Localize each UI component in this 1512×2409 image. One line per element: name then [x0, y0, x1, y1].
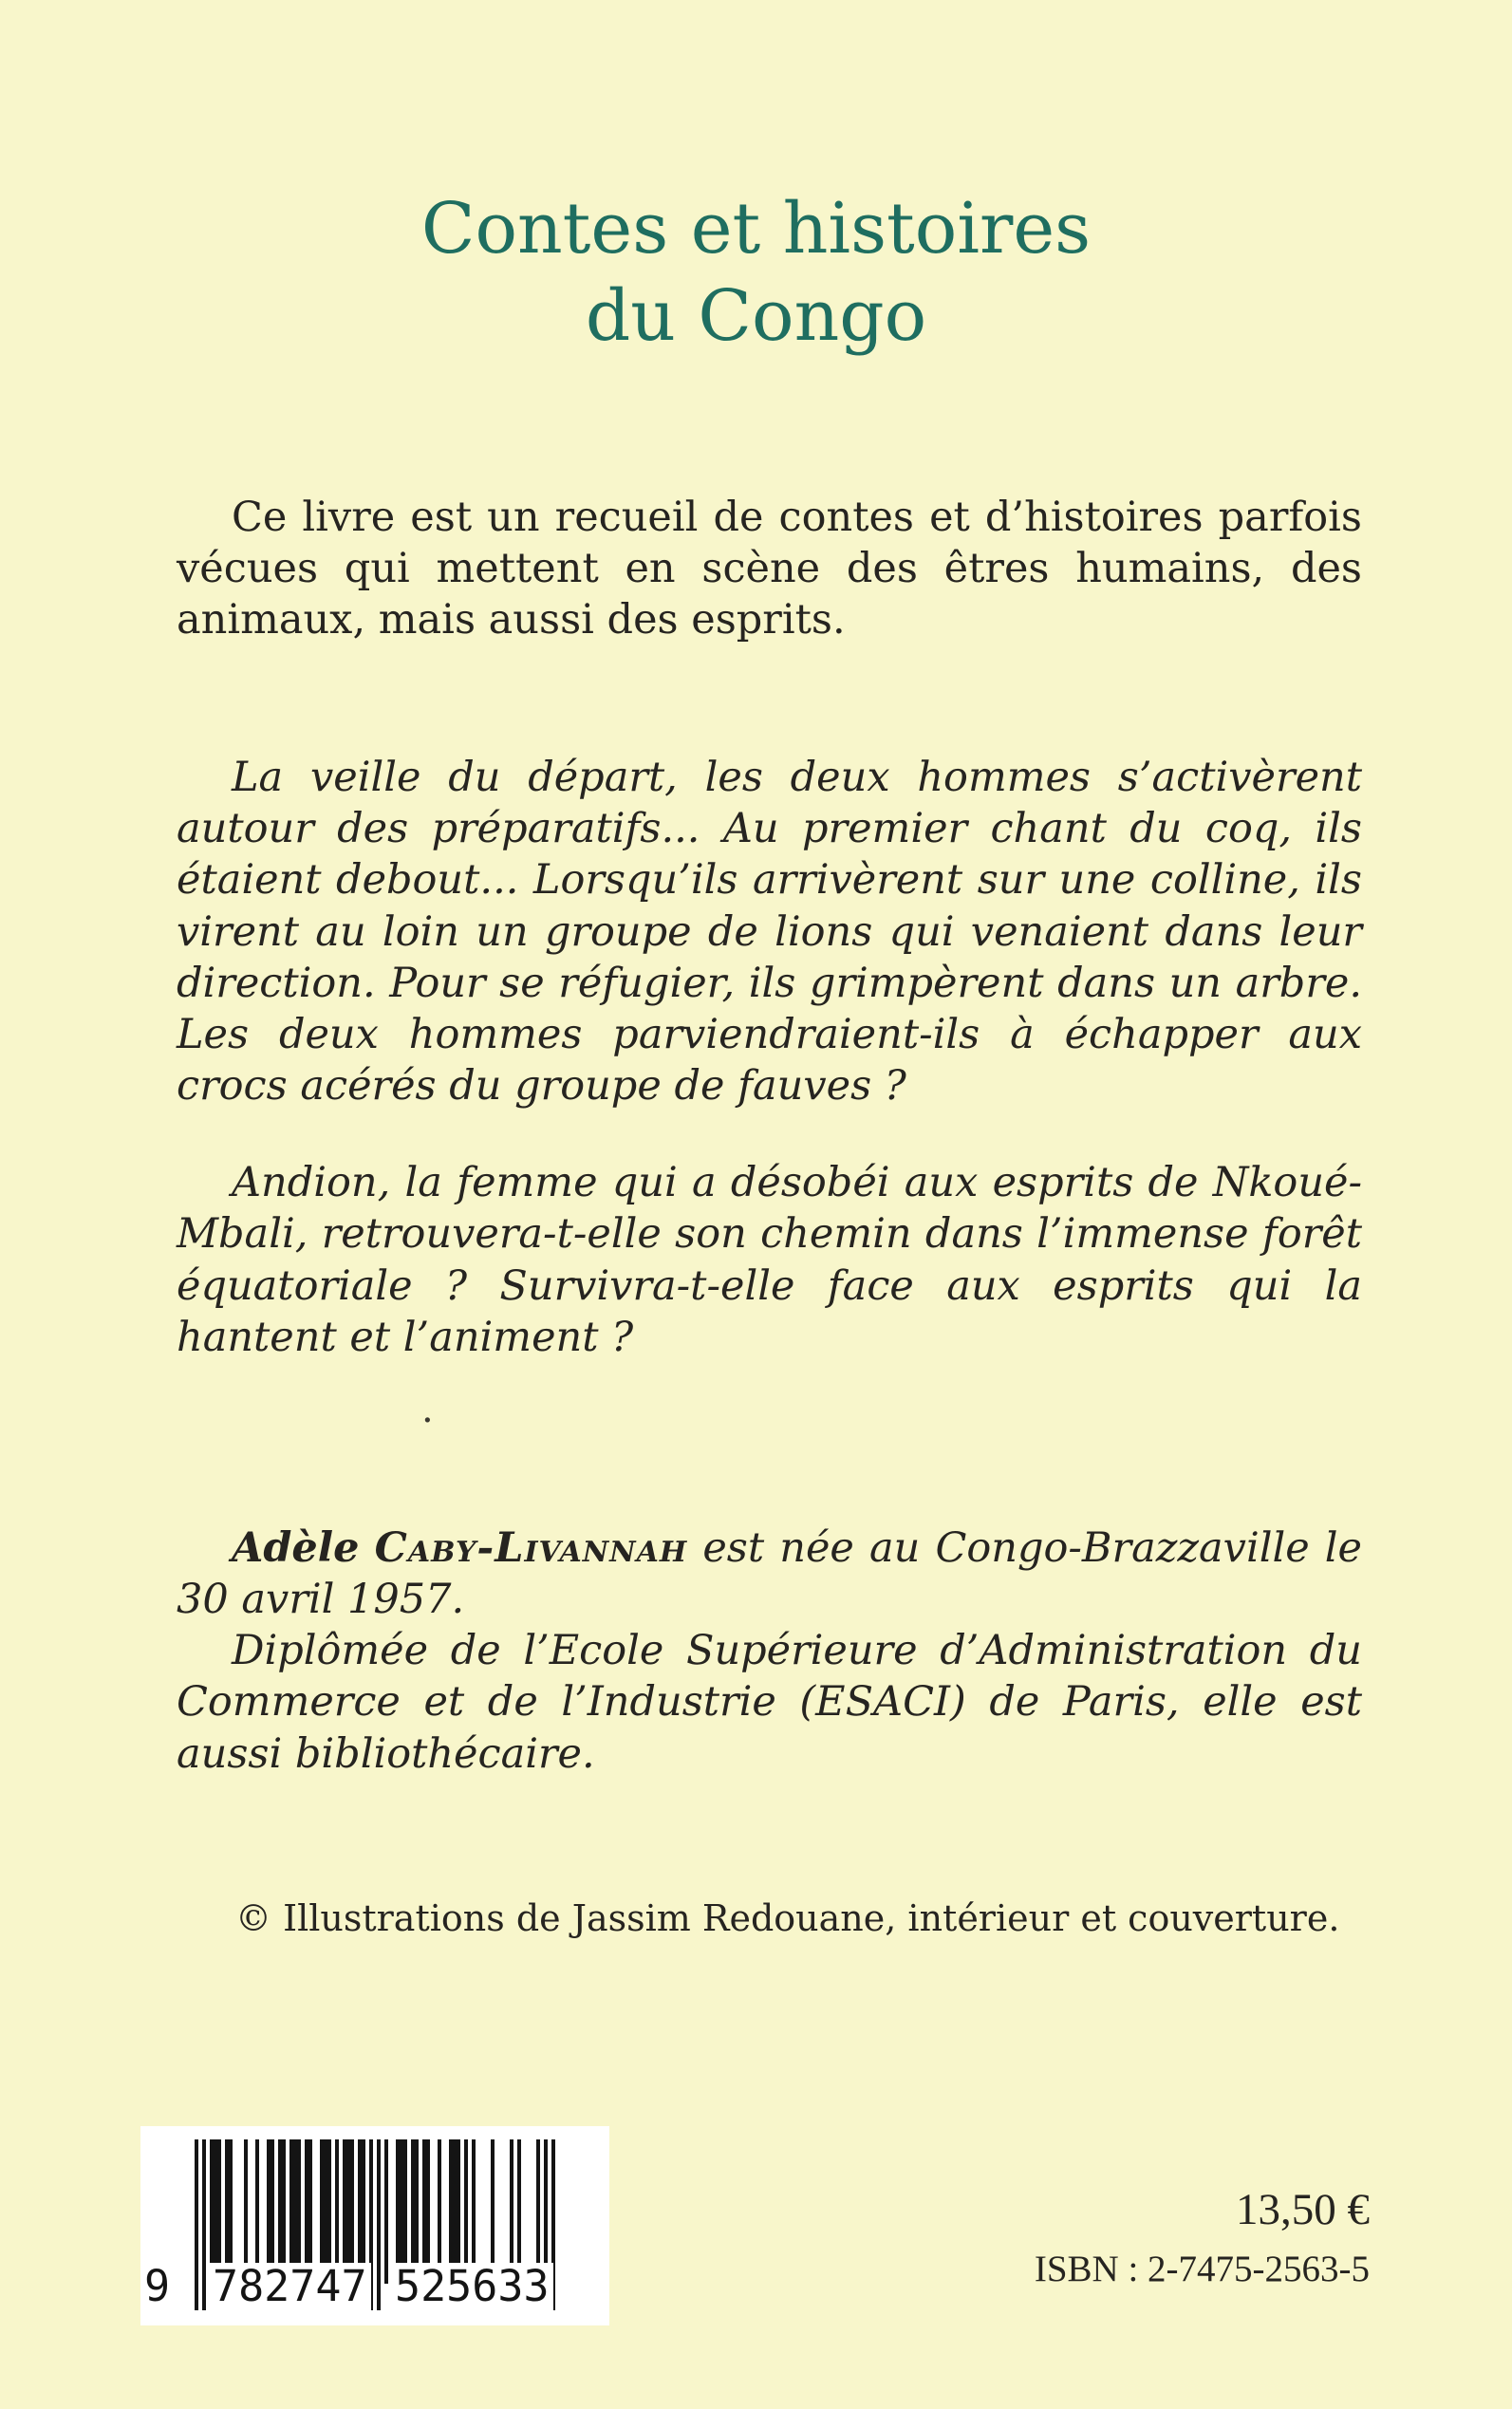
excerpt-paragraph-1: La veille du départ, les deux hommes s’activèrent autour des préparatifs... Au premier chant du coq, ils étaient debout... Lorsqu’ils arrivèrent sur une colline, ils virent au loin un groupe de lions qui venaient dans leur direction. Pour se réfugier, ils grimpèrent dans un arbre. Les deux hommes parviendraient-ils à échapper aux crocs acérés du groupe de fauves ?	[177, 754, 1362, 1111]
intro-paragraph: Ce livre est un recueil de contes et d’histoires parfois vécues qui mettent en scène des êtres humains, des animaux, mais aussi des esprits.	[177, 493, 1362, 644]
back-cover-text	[0, 492, 1512, 1943]
author-last-name: Caby-Livannah	[374, 1523, 688, 1572]
title-line-2: du Congo	[585, 274, 927, 357]
stray-mark: .	[421, 1388, 434, 1431]
book-title	[0, 0, 1512, 361]
barcode-digits	[144, 2261, 600, 2316]
author-bio-rest: est née au Congo-Brazzaville le 30 avril 1957.	[177, 1523, 1362, 1624]
author-first-name: Adèle	[232, 1523, 360, 1572]
barcode-digit-group-2: 782747	[209, 2263, 371, 2310]
author-bio-line-2: Diplômée de l’Ecole Supérieure d’Administration du Commerce et de l’Industrie (ESACI) de Paris, elle est aussi bibliothécaire.	[177, 1627, 1362, 1778]
isbn-label: ISBN : 2-7475-2563-5	[1034, 2249, 1370, 2290]
bottom-section	[0, 2109, 1512, 2409]
illustration-credit: © Illustrations de Jassim Redouane, intérieur et couverture.	[235, 1896, 1340, 1939]
excerpt-paragraph-2: Andion, la femme qui a désobéi aux esprits de Nkoué-Mbali, retrouvera-t-elle son chemin dans l’immense forêt équatoriale ? Survivra-t-elle face aux esprits qui la hantent et l’animent ?	[177, 1159, 1362, 1361]
barcode-digit-group-1: 9	[140, 2263, 174, 2310]
barcode	[140, 2126, 609, 2325]
price-label: 13,50 €	[1236, 2185, 1370, 2234]
title-line-1: Contes et histoires	[420, 188, 1092, 270]
price-isbn-block	[1035, 2183, 1370, 2292]
barcode-digit-group-3: 525633	[391, 2263, 553, 2310]
author-bio-line-1	[177, 1522, 1362, 1625]
